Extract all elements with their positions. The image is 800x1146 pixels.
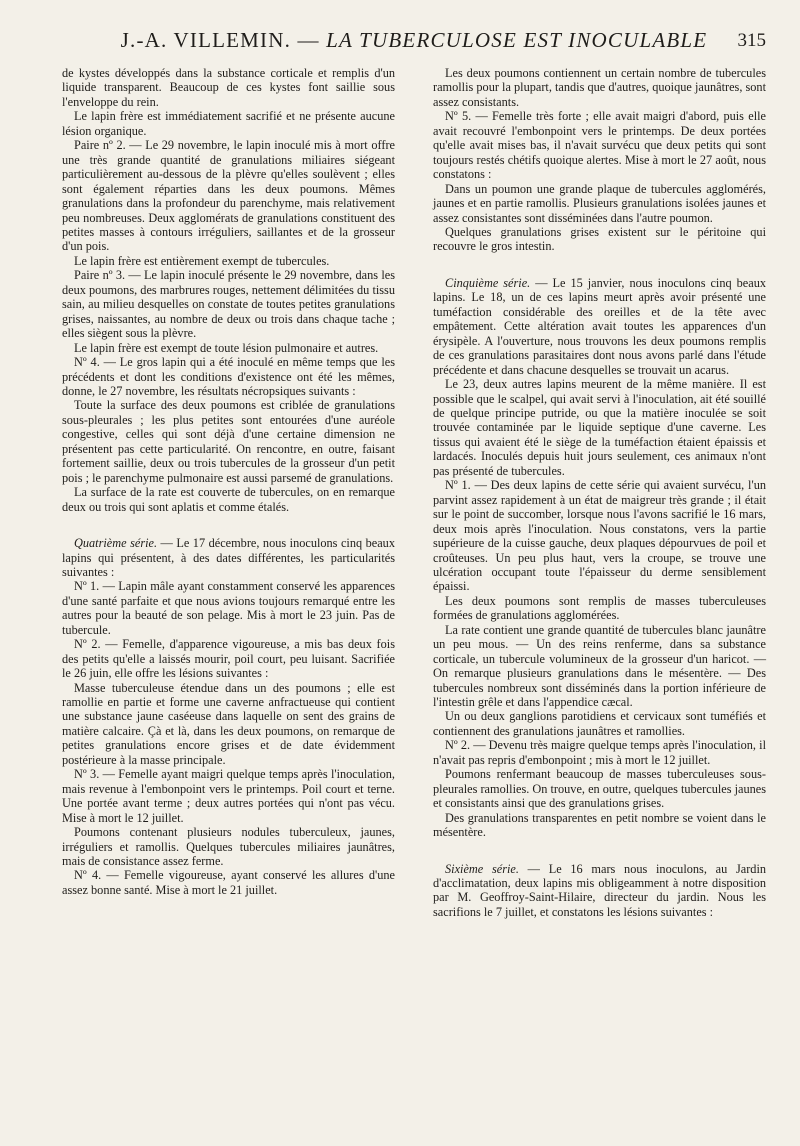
paragraph: Quelques granulations grises existent sur le péritoine qui recouvre le gros intestin.	[433, 224, 766, 254]
paragraph: Poumons renfermant beaucoup de masses tuberculeuses sous-pleurales ramollies. On trouve, en outre, quelques tubercules jaunes et consistants ainsi que des granulations grises.	[433, 767, 766, 811]
paragraph: Nº 5. — Femelle très forte ; elle avait maigri d'abord, puis elle avait recouvré l'embonpoint vers le printemps. De deux portées qu'elle avait mises bas, il n'avait survécu que deux petits qui sont toujours restés chétifs quoique alertes. Mise à mort le 27 août, nous constatons :	[433, 109, 766, 182]
paragraph: Un ou deux ganglions parotidiens et cervicaux sont tuméfiés et contiennent des granulations jaunâtres et ramollies.	[433, 709, 766, 738]
series-label: Cinquième série.	[445, 275, 531, 290]
paragraph: Nº 1. — Lapin mâle ayant constamment conservé les apparences d'une santé parfaite et que nous avions toujours remarqué entre les autres pour la beauté de son pelage. Mis à mort le 23 juin. Pas de tubercule.	[62, 579, 395, 637]
paragraph: Nº 4. — Femelle vigoureuse, ayant conservé les allures d'une assez bonne santé. Mise à mort le 21 juillet.	[62, 868, 395, 897]
paragraph: Masse tuberculeuse étendue dans un des poumons ; elle est ramollie en partie et forme une caverne anfractueuse qui contient une substance jaune caséeuse dans laquelle on sent des grains de matière calcaire. Çà et là, dans les deux poumons, on remarque de petites granulations encore grises et de date évidemment postérieure à la masse principale.	[62, 680, 395, 767]
paragraph: Nº 4. — Le gros lapin qui a été inoculé en même temps que les précédents et dont les conditions d'existence ont été les mêmes, donne, le 27 novembre, les résultats nécropsiques suivants :	[62, 355, 395, 398]
paragraph: Nº 2. — Devenu très maigre quelque temps après l'inoculation, il n'avait pas repris d'embonpoint ; mis à mort le 12 juillet.	[433, 738, 766, 767]
running-title-work: LA TUBERCULOSE EST INOCULABLE	[326, 28, 708, 52]
paragraph: La rate contient une grande quantité de tubercules blanc jaunâtre un peu mous. — Un des reins renferme, dans sa substance corticale, un tubercule volumineux de la grosseur d'un haricot. — On remarque plusieurs granulations dans le mésentère. — Des tubercules nombreux sont disséminés dans la portion inférieure de l'intestin grêle et dans l'appendice cæcal.	[433, 622, 766, 710]
running-title-author: J.-A. VILLEMIN. —	[120, 28, 320, 52]
series-text: — Le 17 décembre, nous inoculons cinq beaux lapins qui présentent, à des dates différentes, les particularités suivantes :	[62, 536, 395, 579]
paragraph: La surface de la rate est couverte de tubercules, on en remarque deux ou trois qui sont aplatis et comme étalés.	[62, 485, 395, 514]
paragraph: Des granulations transparentes en petit nombre se voient dans le mésentère.	[433, 810, 766, 840]
running-header	[62, 28, 766, 66]
series-paragraph	[433, 862, 766, 920]
paragraph: Poumons contenant plusieurs nodules tuberculeux, jaunes, irréguliers et ramollis. Quelques tubercules miliaires jaunâtres, mais de consistance assez ferme.	[62, 825, 395, 869]
paragraph: Le lapin frère est entièrement exempt de tubercules.	[74, 253, 330, 268]
series-paragraph	[433, 276, 766, 377]
page-number: 315	[737, 30, 766, 51]
paragraph: Paire nº 3. — Le lapin inoculé présente le 29 novembre, dans les deux poumons, des marbrures rouges, nettement délimitées du tissu sain, au milieu desquelles on constate de toutes petites granulations grises, naissantes, au nombre de deux ou trois dans chaque tache ; elles siègent sous la plèvre.	[62, 268, 395, 341]
paragraph: Nº 1. — Des deux lapins de cette série qui avaient survécu, l'un parvint assez rapidement à un état de maigreur très grande ; il était sur le point de succomber, lorsque nous l'avons sacrifié le 16 mars, deux mois après l'inoculation. Nous constatons, vers la partie supérieure de la cuisse gauche, deux plaques dépourvues de poil et croûteuses. Un peu plus haut, vers la croupe, se trouve une ulcération occupant toute l'épaisseur du derme sensiblement épaissi.	[433, 478, 766, 594]
paragraph: Paire nº 2. — Le 29 novembre, le lapin inoculé mis à mort offre une très grande quantité de granulations miliaires siégeant particulièrement au-dessous de la plèvre qu'elles soulèvent ; elles sont également réparties dans les deux poumons. Mêmes granulations dans la profondeur du parenchyme, mais relativement peu nombreuses. Deux agglomérats de granulations constituent des petites masses à contours irréguliers, saillantes et de la grosseur d'un pois.	[62, 138, 395, 254]
paragraph: Les deux poumons contiennent un certain nombre de tubercules ramollis pour la plupart, tandis que d'autres, quoique jaunâtres, sont assez consistants.	[433, 66, 766, 109]
running-title	[62, 28, 766, 53]
left-column	[62, 66, 395, 919]
series-text: — Le 16 mars nous inoculons, au Jardin d'acclimatation, deux lapins mis obligeamment à notre disposition par M. Geoffroy-Saint-Hilaire, directeur du jardin. Nous les sacrifions le 7 juillet, et constatons les lésions suivantes :	[433, 861, 767, 919]
paragraph: Nº 2. — Femelle, d'apparence vigoureuse, a mis bas deux fois des petits qu'elle a laissés mourir, poil court, peu luisant. Sacrifiée le 26 juin, elle offre les lésions suivantes :	[62, 637, 395, 681]
series-label: Sixième série.	[445, 861, 519, 876]
paragraph: Nº 3. — Femelle ayant maigri quelque temps après l'inoculation, mais revenue à l'embonpoint vers le printemps. Poil court et terne. Une portée avant terme ; deux autres portées qui n'ont pas vécu. Mise à mort le 12 juillet.	[62, 767, 395, 825]
series-text: — Le 15 janvier, nous inoculons cinq beaux lapins. Le 18, un de ces lapins meurt après avoir présenté une tuméfaction considérable des oreilles et de la tête avec empâtement. Cette altération avait toutes les apparences d'un érysipèle. A l'ouverture, nous trouvons les deux poumons remplis de ces granulations parasitaires dont nous avons parlé dans l'étude précédente et dans chacune desquelles se trouvait un acarus.	[433, 275, 766, 377]
paragraph: Toute la surface des deux poumons est criblée de granulations sous-pleurales ; les plus petites sont entourées d'une auréole congestive, celles qui sont déjà d'une certaine dimension ne présentent pas cette particularité. On rencontre, en outre, faisant fortement saillie, deux ou trois tubercules de la grosseur d'un petit pois ; le parenchyme pulmonaire est aussi parsemé de granulations.	[62, 398, 395, 485]
paragraph: Le 23, deux autres lapins meurent de la même manière. Il est possible que le scalpel, qui avait servi à l'inoculation, ait été souillé de quelque principe putride, ou que la matière inoculée se soit trouvée contaminée par le liquide septique d'une caverne. Les tissus qui avaient été le siège de la tuméfaction étaient épaissis et lardacés. Inoculés depuis huit jours seulement, ces animaux n'ont pas présenté de tubercules.	[433, 377, 766, 478]
paragraph: Les deux poumons sont remplis de masses tuberculeuses formées de granulations agglomérées.	[433, 593, 766, 623]
series-label: Quatrième série.	[74, 536, 158, 551]
series-paragraph	[62, 536, 395, 579]
text-columns	[62, 66, 766, 919]
paragraph: Dans un poumon une grande plaque de tubercules agglomérés, jaunes et en partie ramollis. Plusieurs granulations isolées jaunes et assez consistantes sont disséminées dans l'autre poumon.	[433, 181, 766, 225]
right-column	[433, 66, 766, 919]
paragraph: de kystes développés dans la substance corticale et remplis d'un liquide transparent. Beaucoup de ces kystes font saillie sous l'enveloppe du rein.	[62, 66, 395, 109]
paragraph: Le lapin frère est immédiatement sacrifié et ne présente aucune lésion organique.	[62, 109, 395, 138]
paragraph: Le lapin frère est exempt de toute lésion pulmonaire et autres.	[74, 340, 379, 355]
